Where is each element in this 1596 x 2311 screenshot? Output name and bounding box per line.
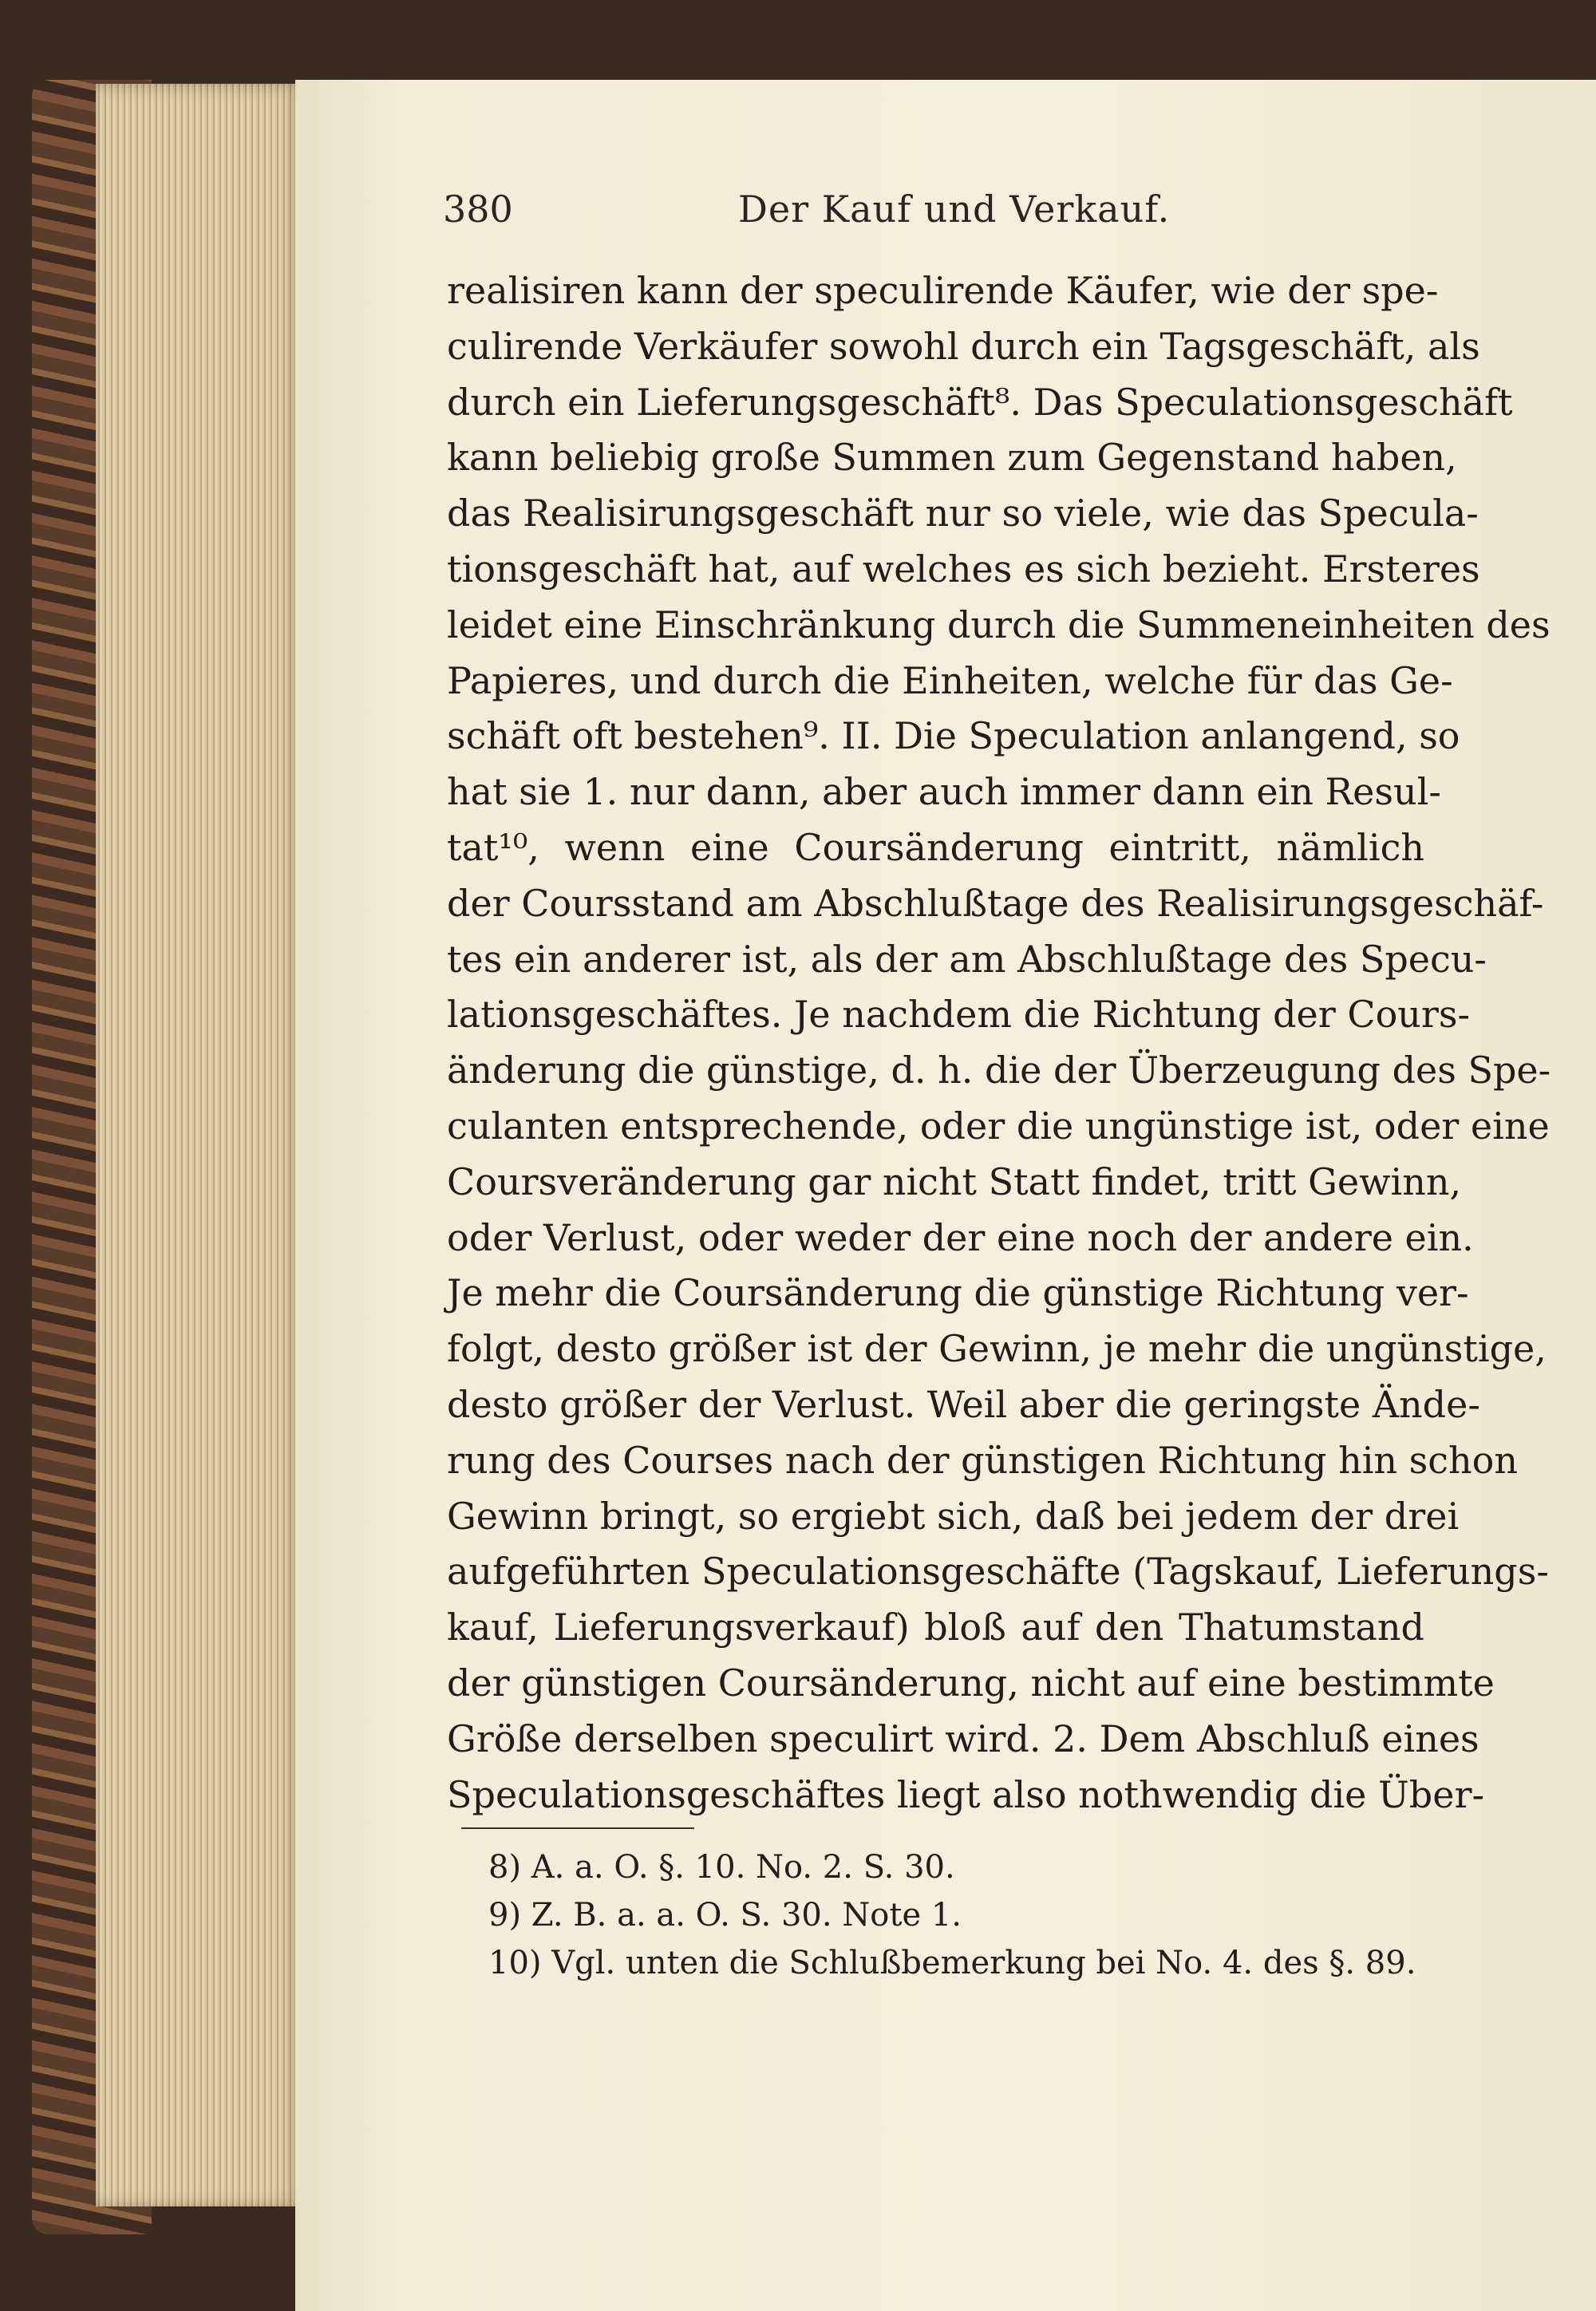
text-line: lationsgeschäftes. Je nachdem die Richtung der Cours-	[447, 993, 1471, 1037]
text-line: Je mehr die Coursänderung die günstige Richtung ver-	[447, 1271, 1469, 1315]
text-line: tat¹⁰, wenn eine Coursänderung eintritt, nämlich	[447, 825, 1424, 869]
text-line: desto größer der Verlust. Weil aber die geringste Ände-	[447, 1382, 1480, 1426]
text-line: Größe derselben speculirt wird. 2. Dem Abschluß eines	[447, 1716, 1479, 1760]
text-line: folgt, desto größer ist der Gewinn, je mehr die ungünstige,	[447, 1327, 1547, 1371]
text-line: Gewinn bringt, so ergiebt sich, daß bei jedem der drei	[447, 1494, 1460, 1538]
body-text	[447, 263, 1551, 1823]
footnote-rule	[461, 1827, 694, 1829]
page-header	[443, 188, 1424, 235]
text-line: kauf, Lieferungsverkauf) bloß auf den Thatumstand	[447, 1606, 1424, 1649]
text-line: realisiren kann der speculirende Käufer, wie der spe-	[447, 269, 1439, 312]
text-line: Coursveränderung gar nicht Statt findet, tritt Gewinn,	[447, 1159, 1462, 1203]
text-line: das Realisirungsgeschäft nur so viele, wie das Specula-	[447, 492, 1479, 535]
text-line: tionsgeschäft hat, auf welches es sich bezieht. Ersteres	[447, 547, 1480, 591]
page-number: 380	[443, 188, 513, 231]
footnote: 9) Z. B. a. a. O. S. 30. Note 1.	[488, 1897, 962, 1934]
text-line: aufgeführten Speculationsgeschäfte (Tagskauf, Lieferungs-	[447, 1550, 1549, 1594]
text-line: leidet eine Einschränkung durch die Summeneinheiten des	[447, 602, 1551, 646]
footnote: 8) A. a. O. §. 10. No. 2. S. 30.	[488, 1849, 955, 1886]
text-line: schäft oft bestehen⁹. II. Die Speculation anlangend, so	[447, 714, 1460, 758]
text-line: kann beliebig große Summen zum Gegenstand haben,	[447, 436, 1457, 480]
text-line: hat sie 1. nur dann, aber auch immer dann ein Resul-	[447, 770, 1441, 814]
text-line: der günstigen Coursänderung, nicht auf eine bestimmte	[447, 1661, 1495, 1705]
page-edges	[96, 84, 303, 2206]
text-line: Papieres, und durch die Einheiten, welche für das Ge-	[447, 658, 1453, 702]
text-line: änderung die günstige, d. h. die der Überzeugung des Spe-	[447, 1049, 1551, 1092]
footnote: 10) Vgl. unten die Schlußbemerkung bei No. 4. des §. 89.	[488, 1945, 1416, 1981]
text-line: der Coursstand am Abschlußtage des Realisirungsgeschäf-	[447, 881, 1544, 925]
text-line: durch ein Lieferungsgeschäft⁸. Das Speculationsgeschäft	[447, 380, 1513, 424]
text-line: culanten entsprechende, oder die ungünstige ist, oder eine	[447, 1104, 1550, 1148]
footnotes	[488, 1843, 1446, 1987]
text-line: oder Verlust, oder weder der eine noch der andere ein.	[447, 1215, 1474, 1259]
running-title: Der Kauf und Verkauf.	[738, 188, 1171, 231]
text-line: tes ein anderer ist, als der am Abschlußtage des Specu-	[447, 937, 1487, 981]
text-line: rung des Courses nach der günstigen Richtung hin schon	[447, 1438, 1518, 1482]
text-line: culirende Verkäufer sowohl durch ein Tagsgeschäft, als	[447, 324, 1480, 368]
text-line: Speculationsgeschäftes liegt also nothwendig die Über-	[447, 1772, 1484, 1816]
